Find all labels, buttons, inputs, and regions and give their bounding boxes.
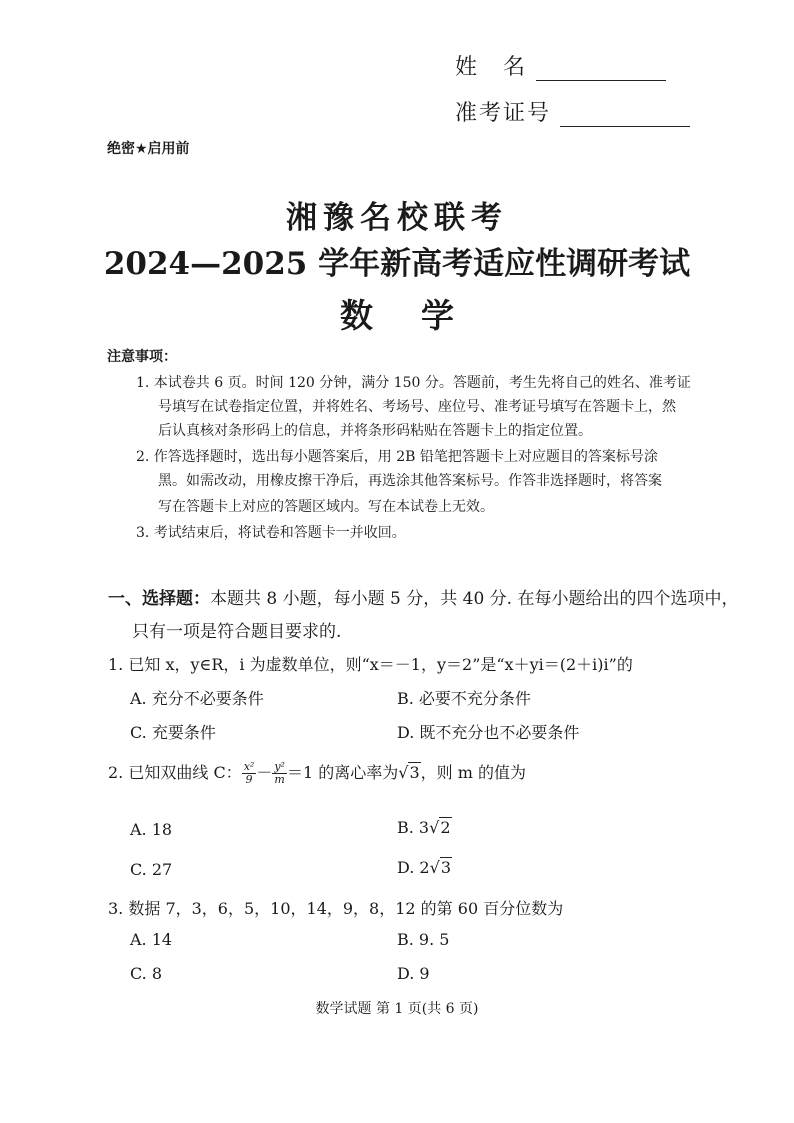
frac-denominator: m (274, 773, 285, 786)
question-1-stem: 1. 已知 x，y∈R，i 为虚数单位，则“x＝－1，y＝2”是“x＋yi＝(2＋i)i”的 (108, 655, 633, 674)
sqrt-3 (430, 858, 452, 877)
notice-line: 号填写在试卷指定位置，并将姓名、考场号、座位号、准考证号填写在答题卡上，然 (158, 399, 676, 415)
sqrt-2 (429, 818, 451, 837)
q1-option-c: C. 充要条件 (130, 723, 216, 742)
q2-option-a: A. 18 (130, 820, 173, 839)
q2-stem-mid: ＝1 的离心率为 (286, 763, 399, 782)
section-text-2: 只有一项是符合题目要求的. (132, 622, 342, 642)
section-heading (108, 584, 739, 609)
q3-option-c: C. 8 (130, 964, 163, 983)
notice-line: 2. 作答选择题时，选出每小题答案后，用 2B 铅笔把答题卡上对应题目的答案标号涂 (136, 449, 658, 465)
question-3-stem: 3. 数据 7，3，6，5，10，14，9，8，12 的第 60 百分位数为 (108, 899, 564, 918)
notice-line: 1. 本试卷共 6 页。时间 120 分钟，满分 150 分。答题前，考生先将自己的姓名、准考证 (136, 375, 691, 391)
notice-line: 黑。如需改动，用橡皮擦干净后，再选涂其他答案标号。作答非选择题时，将答案 (158, 473, 662, 489)
notice-line: 后认真核对条形码上的信息，并将条形码粘贴在答题卡上的指定位置。 (158, 423, 592, 439)
title-line1: 湘豫名校联考 (286, 200, 508, 236)
fraction-x2-9 (242, 761, 257, 786)
radicand: 3 (440, 858, 451, 877)
sqrt-symbol: √ (429, 818, 440, 837)
notice-line: 3. 考试结束后，将试卷和答题卡一并收回。 (136, 525, 406, 541)
radicand: 2 (440, 818, 451, 837)
q3-option-d: D. 9 (397, 964, 430, 983)
q2-option-d-prefix: D. 2 (397, 858, 430, 877)
sqrt-symbol: √ (429, 858, 440, 877)
ticket-field (455, 96, 690, 127)
q3-option-a: A. 14 (130, 930, 173, 949)
section-text: 本题共 8 小题，每小题 5 分，共 40 分. 在每小题给出的四个选项中， (210, 589, 739, 609)
fraction-y2-m (272, 761, 287, 786)
q2-stem-pre: 2. 已知双曲线 C： (108, 763, 242, 782)
q2-option-b (397, 818, 452, 837)
q2-stem-post: ，则 m 的值为 (420, 763, 526, 782)
q2-option-c: C. 27 (130, 860, 173, 879)
radicand: 3 (409, 763, 420, 782)
sqrt-3 (398, 763, 420, 782)
question-2-stem (108, 760, 526, 786)
frac-numerator: y² (274, 760, 285, 773)
notice-heading: 注意事项： (107, 349, 177, 365)
q2-option-b-prefix: B. 3 (397, 818, 430, 837)
secret-mark: 绝密★启用前 (107, 141, 190, 157)
ticket-label: 准考证号 (455, 101, 552, 126)
title-line2: 2024—2025 学年新高考适应性调研考试 (103, 246, 691, 282)
frac-numerator: x² (243, 760, 255, 773)
name-blank (536, 58, 666, 81)
frac-denominator: 9 (245, 773, 253, 786)
page-footer: 数学试题 第 1 页(共 6 页) (315, 1001, 479, 1017)
sqrt-symbol: √ (398, 763, 409, 782)
notice-line: 写在答题卡上对应的答题区域内。写在本试卷上无效。 (158, 499, 494, 515)
q1-option-a: A. 充分不必要条件 (130, 689, 264, 708)
q1-option-b: B. 必要不充分条件 (397, 689, 531, 708)
ticket-blank (560, 104, 690, 127)
name-field (455, 50, 666, 81)
title-line3: 数学 (340, 296, 502, 335)
q2-option-d (397, 858, 452, 877)
q3-option-b: B. 9. 5 (397, 930, 450, 949)
minus-sign: － (256, 763, 273, 782)
q1-option-d: D. 既不充分也不必要条件 (397, 723, 580, 742)
name-label: 姓 名 (455, 55, 528, 80)
section-prefix: 一、选择题： (108, 589, 210, 609)
